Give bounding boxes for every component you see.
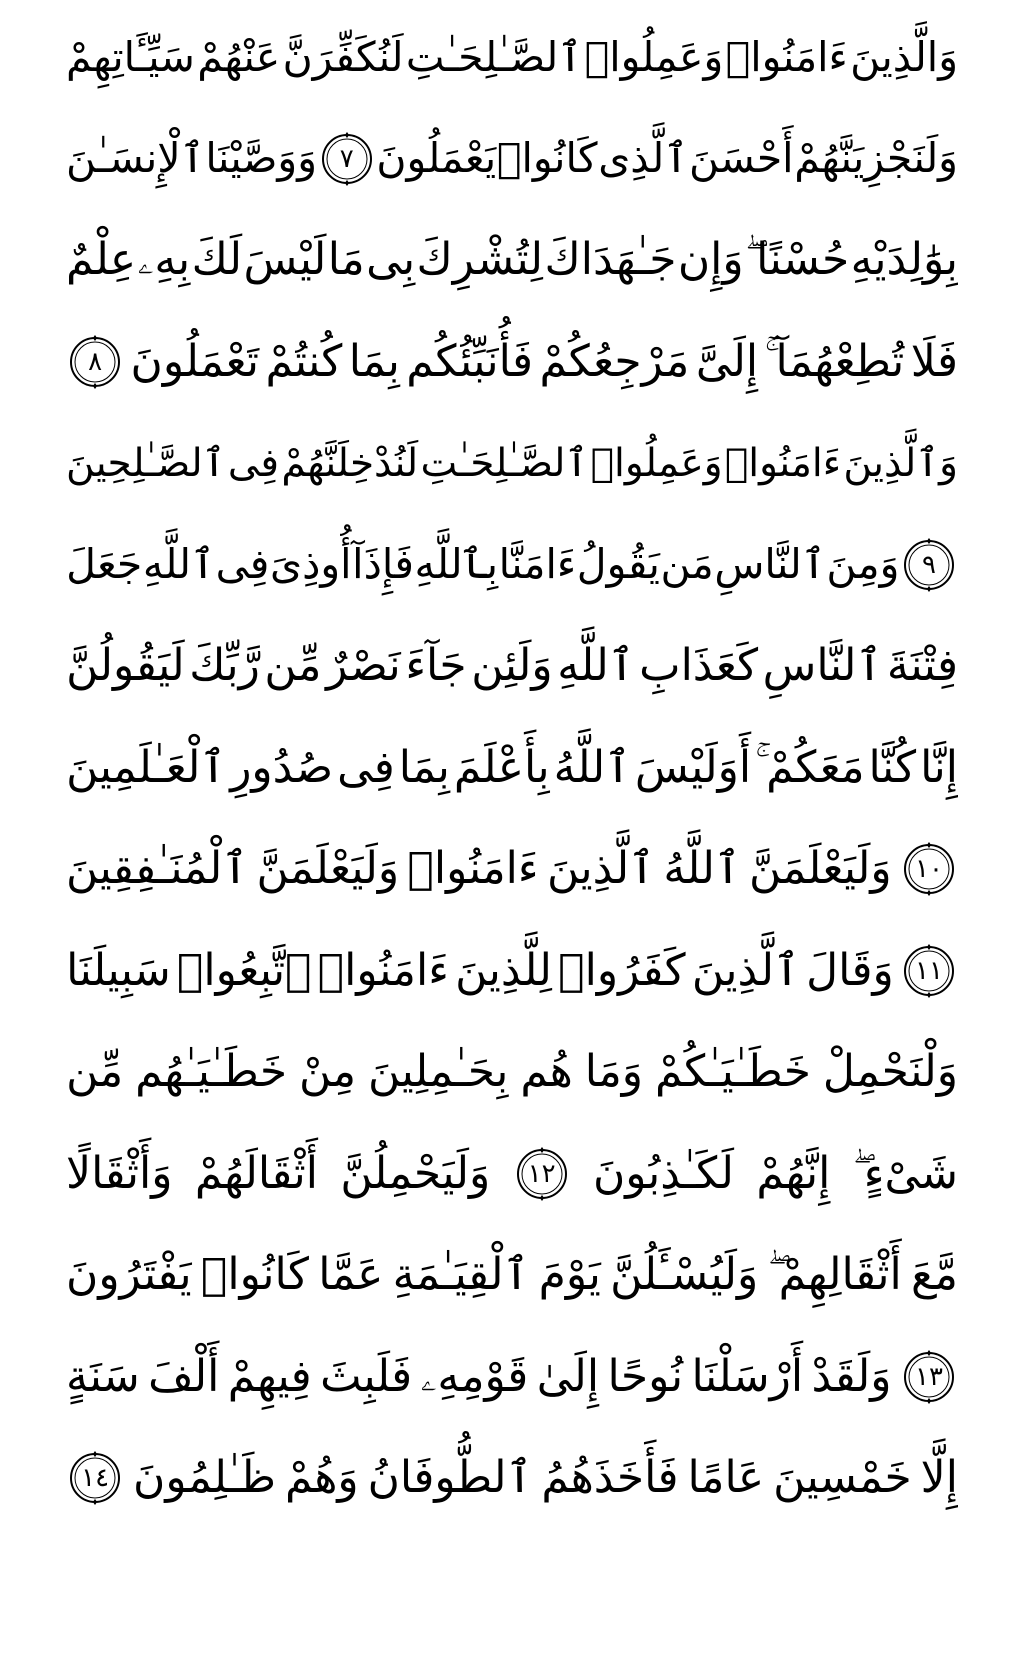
verse-word: يَوْمَ xyxy=(538,1249,601,1300)
verse-word: لِتُشْرِكَ xyxy=(416,234,544,285)
ayah-number: ١٠ xyxy=(915,854,943,884)
verse-word: وَلَنَجْزِيَنَّهُمْ xyxy=(794,134,958,182)
verse-word: إِلَىٰ xyxy=(536,1350,600,1402)
verse-word: مِّن xyxy=(264,640,322,691)
ayah-number: ١٣ xyxy=(915,1361,943,1392)
verse-word: ٱللَّهِ xyxy=(142,540,215,588)
verse-word: صُدُورِ xyxy=(230,741,334,793)
verse-word: ظَـٰلِمُونَ xyxy=(133,1452,276,1503)
verse-word: أَثْقَالِهِمْ ۖ xyxy=(767,1249,902,1300)
verse-word: ٱلَّذِى xyxy=(598,134,689,182)
verse-word: عِلْمٌ xyxy=(66,234,137,285)
verse-word: مَرْجِعُكُمْ xyxy=(539,335,690,387)
verse-word: وَمَا xyxy=(584,1046,644,1097)
verse-line xyxy=(66,1127,958,1221)
verse-line xyxy=(66,822,958,916)
verse-line xyxy=(66,924,958,1018)
verse-word: وَمِنَ xyxy=(826,540,900,588)
verse-word: وَالَّذِينَ xyxy=(850,32,958,81)
verse-word: خَطَـٰيَـٰكُمْ xyxy=(655,1046,811,1097)
verse-word: ءَامَنُوا۟ xyxy=(724,440,842,486)
verse-line xyxy=(66,518,958,612)
verse-word: يَقُولُ xyxy=(576,540,660,588)
verse-word: ٱللَّهُ xyxy=(553,741,631,793)
verse-word: وَعَمِلُوا۟ xyxy=(590,440,723,486)
verse-word: ءَامَنُوا۟ xyxy=(725,32,848,81)
verse-word: شَىْءٍ ۖ xyxy=(852,1147,958,1199)
ayah-number-marker xyxy=(900,840,958,898)
verse-word: أُوذِىَ xyxy=(270,540,352,588)
verse-word: نَصْرٌ xyxy=(326,640,401,691)
verse-word: ٱلنَّاسِ xyxy=(714,540,826,588)
verse-line xyxy=(66,10,958,104)
verse-word: بِأَعْلَمَ xyxy=(453,741,550,793)
verse-word: بِحَـٰمِلِينَ xyxy=(368,1046,509,1097)
verse-word: وَهُمْ xyxy=(284,1452,359,1503)
verse-word: وَٱلَّذِينَ xyxy=(843,440,958,486)
verse-word: وَعَمِلُوا۟ xyxy=(584,32,724,81)
verse-word: كُنتُمْ xyxy=(265,335,343,387)
ayah-number-marker xyxy=(900,1348,958,1406)
ayah-number: ٩ xyxy=(922,549,936,580)
verse-line xyxy=(66,315,958,409)
verse-word: فِتْنَةَ xyxy=(886,640,958,691)
verse-word: لَنُكَفِّرَنَّ xyxy=(282,32,404,81)
verse-word: سَيِّـَٔاتِهِمْ xyxy=(66,32,195,81)
verse-word: فَلَبِثَ xyxy=(320,1350,413,1402)
verse-word: إِلَّا xyxy=(920,1452,958,1503)
verse-word: عَامًا xyxy=(687,1452,765,1503)
ayah-number-marker xyxy=(66,1449,124,1507)
verse-word: وَلَقَدْ xyxy=(811,1350,892,1402)
verse-line xyxy=(66,1330,958,1424)
verse-word: قَوْمِهِۦ xyxy=(420,1350,529,1402)
verse-word: فَأُنَبِّئُكُم xyxy=(406,335,534,387)
verse-word: كَعَذَابِ xyxy=(639,640,759,691)
verse-word: مَن xyxy=(660,540,714,588)
verse-word: وَقَالَ xyxy=(806,944,894,996)
verse-word: خَمْسِينَ xyxy=(773,1452,912,1503)
verse-word: يَفْتَرُونَ xyxy=(66,1249,192,1300)
verse-word: سَبِيلَنَا xyxy=(66,944,171,996)
verse-word: إِلَىَّ xyxy=(695,335,759,387)
verse-word: بِمَا xyxy=(348,335,400,387)
verse-word: جَعَلَ xyxy=(66,540,143,588)
verse-word: أَرْسَلْنَا xyxy=(691,1350,804,1402)
verse-word: وَلْنَحْمِلْ xyxy=(822,1046,958,1097)
verse-word: جَـٰهَدَاكَ xyxy=(544,234,677,285)
verse-word: فَلَا xyxy=(910,335,958,387)
verse-word: أَلْفَ xyxy=(148,1350,220,1402)
verse-word: لَنُدْخِلَنَّهُمْ xyxy=(281,440,419,486)
verse-word: مِنْ xyxy=(299,1046,357,1097)
verse-word: كَانُوا۟ xyxy=(496,134,598,182)
verse-word: بِمَا xyxy=(398,741,450,793)
verse-word: مَّعَ xyxy=(911,1249,958,1300)
verse-line xyxy=(66,1025,958,1119)
verse-word: فَأَخَذَهُمُ xyxy=(541,1452,679,1503)
verse-word: مَعَكُمْ ۚ xyxy=(755,741,865,793)
verse-line xyxy=(66,721,958,815)
verse-word: أَوَلَيْسَ xyxy=(634,741,752,793)
verse-word: بِهِۦ xyxy=(137,234,191,285)
verse-word: ٱللَّهُ xyxy=(663,843,741,894)
verse-word: مِّن xyxy=(66,1046,124,1097)
verse-word: كُنَّا xyxy=(868,741,917,793)
verse-word: إِنَّا xyxy=(920,741,958,793)
verse-word: فِيهِمْ xyxy=(227,1350,312,1402)
verse-word: بِوَٰلِدَيْهِ xyxy=(850,234,958,285)
verse-word: ٱلْمُنَـٰفِقِينَ xyxy=(66,843,249,894)
ayah-number-marker xyxy=(513,1145,571,1203)
verse-word: ٱلنَّاسِ xyxy=(762,640,883,691)
verse-word: مَا xyxy=(327,234,365,285)
verse-word: فِى xyxy=(227,440,280,486)
verse-word: أَحْسَنَ xyxy=(689,134,794,182)
verse-line xyxy=(66,416,958,510)
verse-word: وَأَثْقَالًا xyxy=(66,1147,173,1199)
verse-word: ٱلَّذِينَ xyxy=(546,843,655,894)
verse-word: ٱلطُّوفَانُ xyxy=(367,1452,533,1503)
verse-word: بِٱللَّهِ xyxy=(414,540,499,588)
verse-word: وَلَيَحْمِلُنَّ xyxy=(340,1147,491,1199)
verse-word: ٱلْقِيَـٰمَةِ xyxy=(392,1249,530,1300)
ayah-number: ١٢ xyxy=(527,1158,556,1189)
ayah-number: ١١ xyxy=(915,955,943,986)
verse-word: أَثْقَالَهُمْ xyxy=(194,1147,319,1199)
verse-word: كَانُوا۟ xyxy=(200,1249,309,1300)
verse-word: ٱلَّذِينَ xyxy=(691,944,800,996)
verse-word: ءَامَنَّا xyxy=(498,540,577,588)
verse-word: يَعْمَلُونَ xyxy=(376,134,497,182)
verse-word: وَلَئِن xyxy=(471,640,553,691)
verse-word: ٱلصَّـٰلِحَـٰتِ xyxy=(420,440,589,486)
verse-word: عَمَّا xyxy=(318,1249,384,1300)
verse-line xyxy=(66,112,958,206)
verse-word: وَلَيَعْلَمَنَّ xyxy=(256,843,400,894)
verse-line xyxy=(66,213,958,307)
verse-word: حُسْنًا ۖ xyxy=(745,234,850,285)
verse-word: بِى xyxy=(366,234,416,285)
verse-word: سَنَةٍ xyxy=(66,1350,140,1402)
verse-word: ٱلصَّـٰلِحَـٰتِ xyxy=(405,32,583,81)
verse-line xyxy=(66,1228,958,1322)
verse-word: فَإِذَآ xyxy=(352,540,414,588)
verse-word: تُطِعْهُمَآ ۚ xyxy=(764,335,905,387)
verse-word: وَلَيَعْلَمَنَّ xyxy=(749,843,892,894)
verse-word: هُم xyxy=(520,1046,573,1097)
verse-word: لِلَّذِينَ xyxy=(455,944,552,996)
verse-word: ٱتَّبِعُوا۟ xyxy=(177,944,312,996)
ayah-number-marker xyxy=(66,333,124,391)
verse-word: رَّبِّكَ xyxy=(189,640,260,691)
verse-word: عَنْهُمْ xyxy=(197,32,281,81)
verse-word: جَآءَ xyxy=(405,640,467,691)
verse-word: ٱلْعَـٰلَمِينَ xyxy=(66,741,227,793)
verse-word: ٱلصَّـٰلِحِينَ xyxy=(66,440,226,486)
verse-word: ٱلْإِنسَـٰنَ xyxy=(66,134,205,182)
verse-word: كَفَرُوا۟ xyxy=(558,944,686,996)
verse-line xyxy=(66,619,958,713)
verse-word: فِى xyxy=(215,540,270,588)
ayah-number: ٧ xyxy=(339,143,354,174)
verse-word: إِنَّهُمْ xyxy=(756,1147,831,1199)
ayah-number-marker xyxy=(318,130,376,188)
verse-word: ٱللَّهِ xyxy=(557,640,635,691)
ayah-number-marker xyxy=(900,942,958,1000)
verse-word: خَطَـٰيَـٰهُم xyxy=(135,1046,288,1097)
verse-word: ءَامَنُوا۟ xyxy=(407,843,539,894)
verse-word: ءَامَنُوا۟ xyxy=(317,944,449,996)
verse-word: تَعْمَلُونَ xyxy=(130,335,260,387)
verse-line xyxy=(66,1431,958,1525)
verse-word: لَيَقُولُنَّ xyxy=(66,640,185,691)
ayah-number-marker xyxy=(900,536,958,594)
ayah-number: ٨ xyxy=(88,346,103,377)
verse-word: لَكَ xyxy=(191,234,243,285)
verse-word: لَيْسَ xyxy=(243,234,327,285)
verse-word: وَلَيُسْـَٔلُنَّ xyxy=(610,1249,759,1300)
verse-word: لَكَـٰذِبُونَ xyxy=(592,1147,734,1199)
ayah-number: ١٤ xyxy=(81,1463,110,1493)
verse-word: وَوَصَّيْنَا xyxy=(205,134,317,182)
verse-word: نُوحًا xyxy=(607,1350,684,1402)
verse-word: فِى xyxy=(337,741,395,793)
verse-word: وَإِن xyxy=(677,234,744,285)
